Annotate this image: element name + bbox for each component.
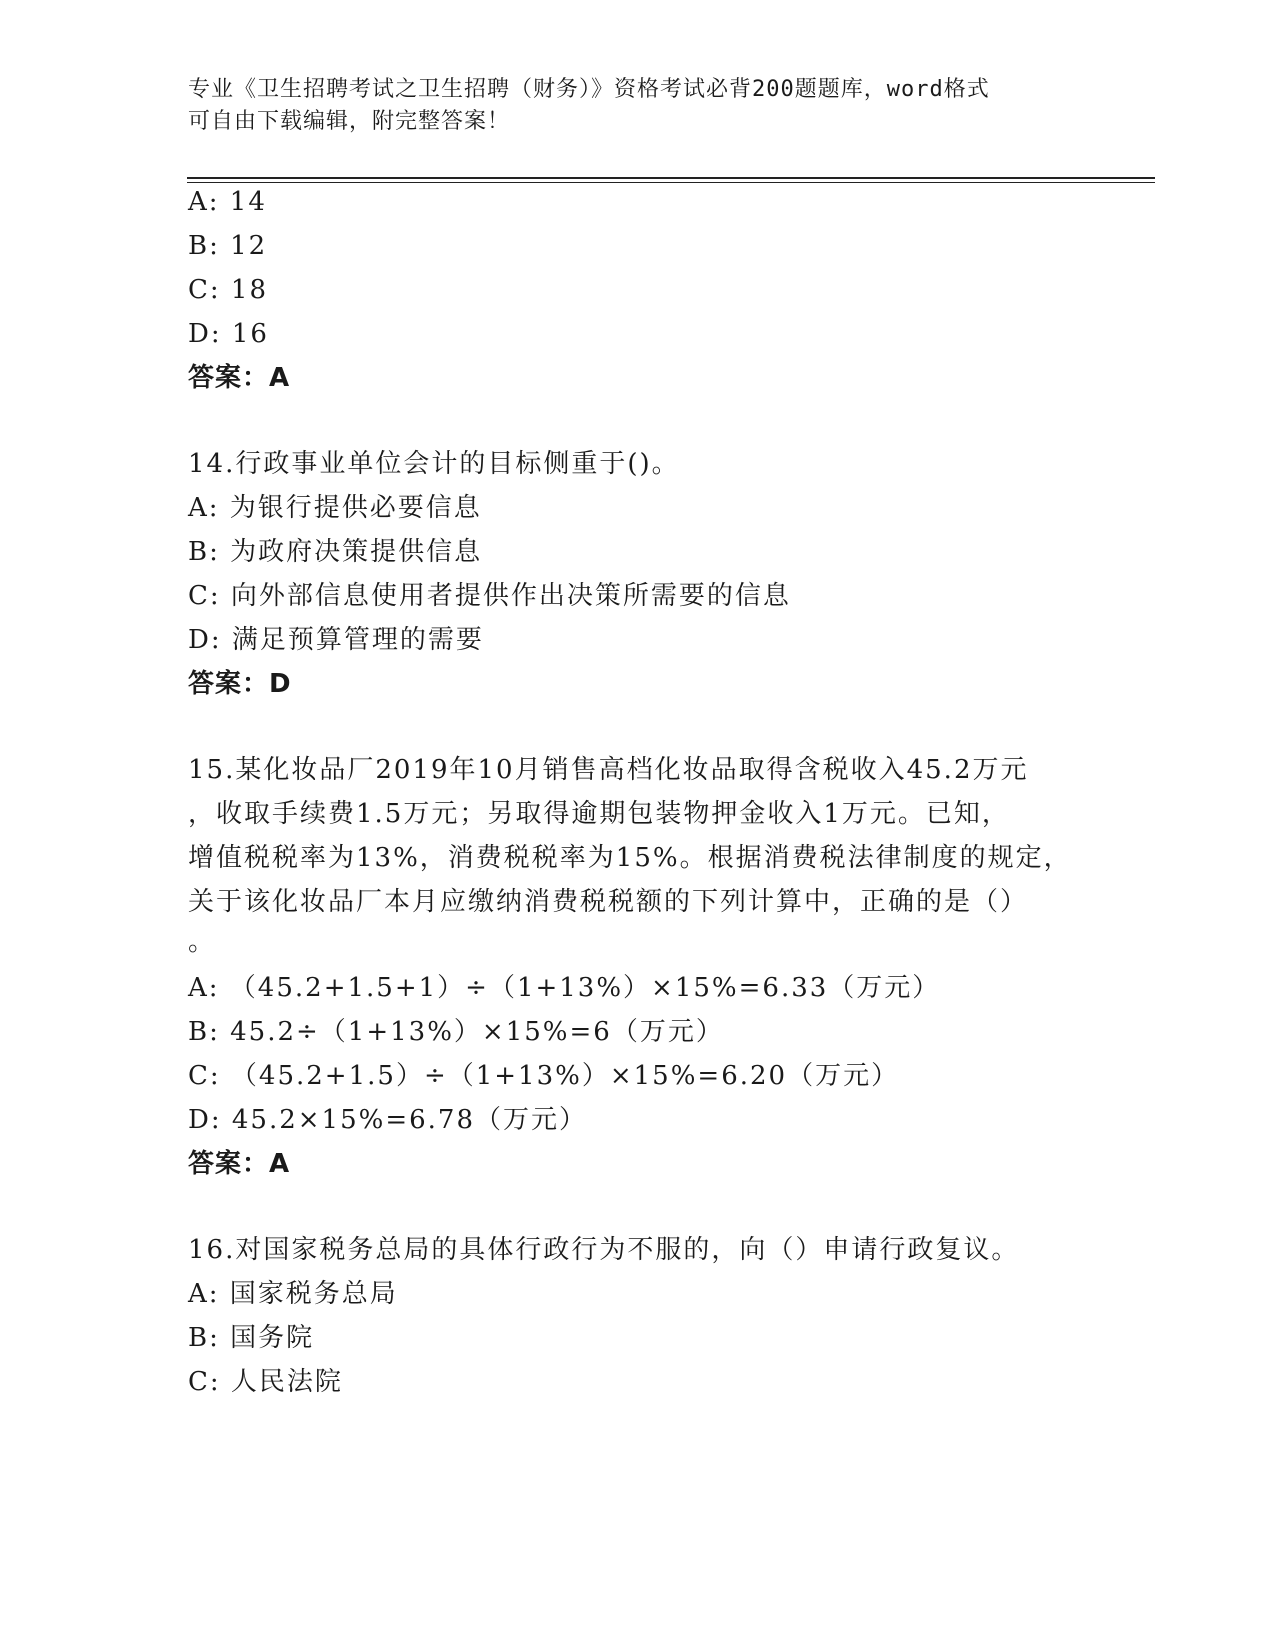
q14-option-c: C: 向外部信息使用者提供作出决策所需要的信息 (188, 581, 791, 611)
q16-option-a: A: 国家税务总局 (188, 1279, 398, 1309)
q14-answer: 答案：D (188, 669, 292, 699)
q15-option-d: D: 45.2×15%=6.78（万元） (188, 1105, 588, 1135)
q15-stem-line-5: 。 (188, 927, 217, 957)
q15-answer: 答案：A (188, 1149, 291, 1179)
q15-stem-line-4: 关于该化妆品厂本月应缴纳消费税税额的下列计算中，正确的是（） (188, 887, 1029, 917)
q16-option-b: B: 国务院 (188, 1323, 315, 1353)
q14-option-b: B: 为政府决策提供信息 (188, 537, 483, 567)
header-divider-thin (187, 182, 1155, 183)
q14-option-d: D: 满足预算管理的需要 (188, 625, 484, 655)
prev-option-d: D: 16 (188, 319, 269, 349)
q14-stem: 14.行政事业单位会计的目标侧重于()。 (188, 449, 680, 479)
q15-stem-line-3: 增值税税率为13%，消费税税率为15%。根据消费税法律制度的规定， (188, 843, 1072, 873)
q16-option-c: C: 人民法院 (188, 1367, 343, 1397)
prev-option-c: C: 18 (188, 275, 269, 305)
prev-answer: 答案：A (188, 363, 291, 393)
q15-option-a: A: （45.2+1.5+1）÷（1+13%）×15%=6.33（万元） (188, 973, 941, 1003)
header-line-1: 专业《卫生招聘考试之卫生招聘（财务）》资格考试必背200题题库，word格式 (188, 77, 990, 102)
q15-stem-line-2: ，收取手续费1.5万元；另取得逾期包装物押金收入1万元。已知， (188, 799, 1010, 829)
q15-option-b: B: 45.2÷（1+13%）×15%=6（万元） (188, 1017, 724, 1047)
prev-option-b: B: 12 (188, 231, 268, 261)
q15-option-c: C: （45.2+1.5）÷（1+13%）×15%=6.20（万元） (188, 1061, 900, 1091)
header-divider-thick (187, 177, 1155, 179)
document-header (188, 74, 1068, 138)
header-line-2: 可自由下载编辑，附完整答案！ (188, 109, 511, 134)
q16-stem: 16.对国家税务总局的具体行政行为不服的，向（）申请行政复议。 (188, 1235, 1020, 1265)
q15-stem-line-1: 15.某化妆品厂2019年10月销售高档化妆品取得含税收入45.2万元 (188, 755, 1029, 785)
prev-option-a: A: 14 (188, 187, 267, 217)
q14-option-a: A: 为银行提供必要信息 (188, 493, 482, 523)
